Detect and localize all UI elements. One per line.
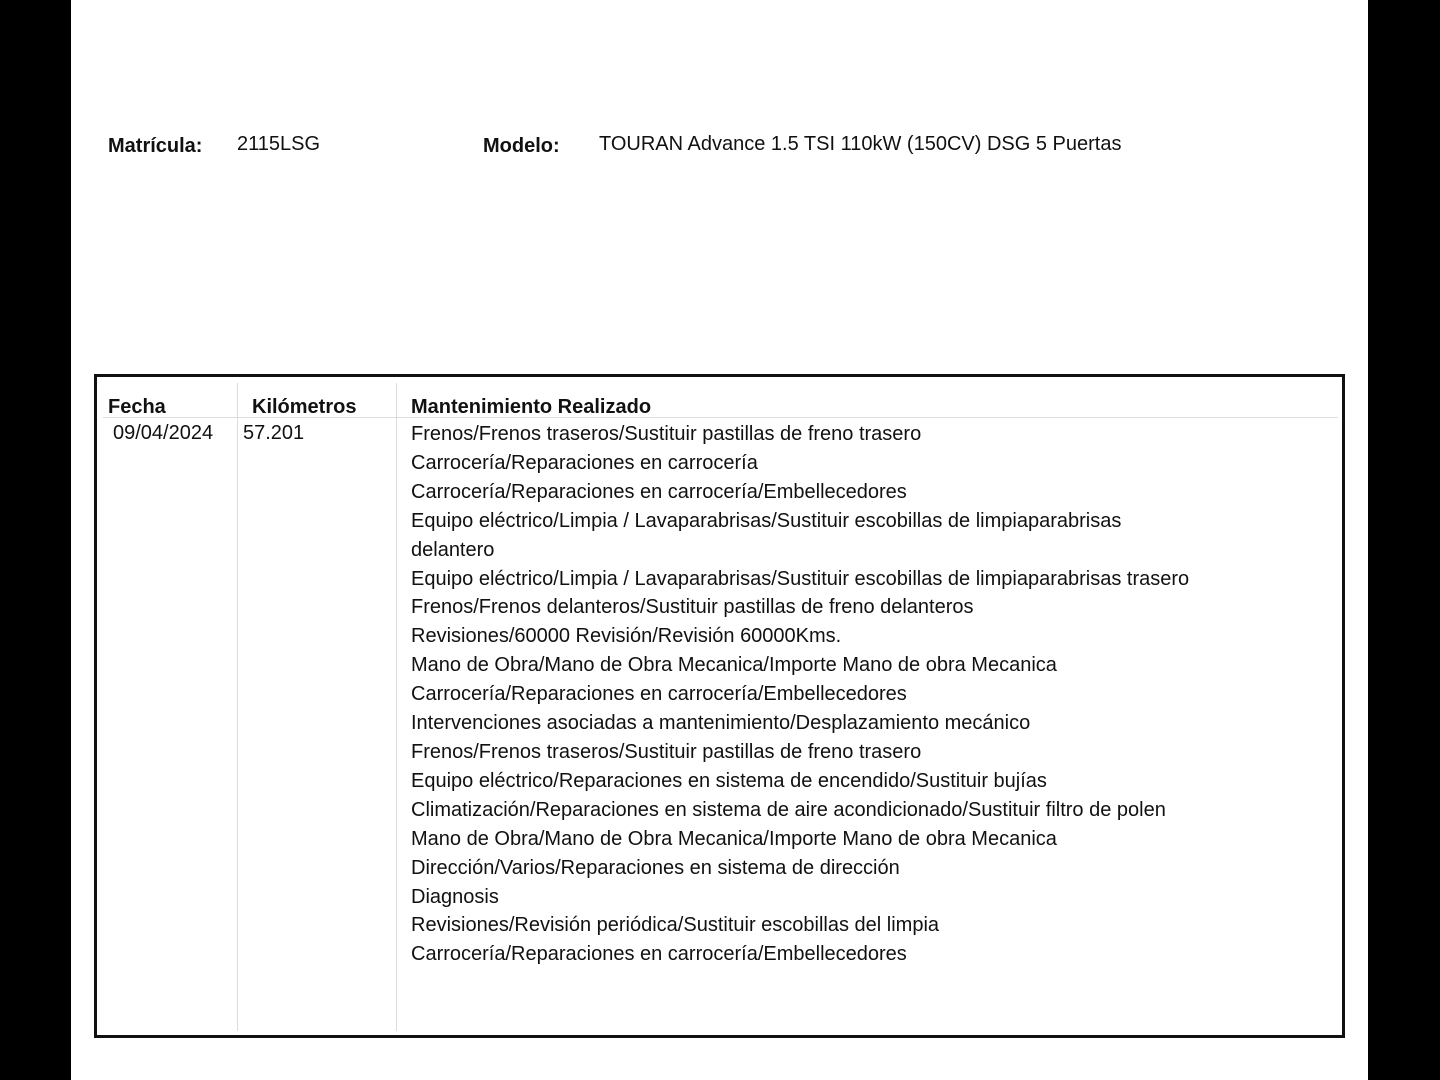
maintenance-item: Climatización/Reparaciones en sistema de aire acondicionado/Sustituir filtro de polen — [411, 798, 1166, 821]
maintenance-item: Frenos/Frenos delanteros/Sustituir pastillas de freno delanteros — [411, 596, 974, 619]
maintenance-item: Revisiones/Revisión periódica/Sustituir escobillas del limpia — [411, 914, 940, 937]
maintenance-item: Revisiones/60000 Revisión/Revisión 60000Kms. — [411, 625, 842, 648]
maintenance-item: Carrocería/Reparaciones en carrocería/Embellecedores — [411, 943, 907, 966]
maintenance-list — [411, 420, 1201, 969]
maintenance-item: Carrocería/Reparaciones en carrocería/Embellecedores — [411, 683, 907, 706]
maintenance-item: Intervenciones asociadas a mantenimiento/Desplazamiento mecánico — [411, 712, 1031, 735]
column-divider — [396, 383, 397, 1031]
maintenance-item: Equipo eléctrico/Limpia / Lavaparabrisas/Sustituir escobillas de limpiaparabrisas delantero — [411, 509, 1122, 561]
maintenance-item: Mano de Obra/Mano de Obra Mecanica/Importe Mano de obra Mecanica — [411, 827, 1057, 850]
matricula-label: Matrícula: — [108, 135, 203, 157]
header-mantenimiento: Mantenimiento Realizado — [411, 396, 652, 418]
document-page — [71, 0, 1368, 1080]
maintenance-item: Carrocería/Reparaciones en carrocería — [411, 451, 758, 474]
maintenance-item: Carrocería/Reparaciones en carrocería/Embellecedores — [411, 480, 907, 503]
row-kilometros: 57.201 — [243, 422, 305, 444]
maintenance-item: Frenos/Frenos traseros/Sustituir pastillas de freno trasero — [411, 740, 922, 763]
maintenance-item: Mano de Obra/Mano de Obra Mecanica/Importe Mano de obra Mecanica — [411, 654, 1057, 677]
row-fecha: 09/04/2024 — [113, 422, 214, 444]
modelo-label: Modelo: — [483, 135, 560, 157]
maintenance-item: Equipo eléctrico/Reparaciones en sistema de encendido/Sustituir bujías — [411, 769, 1047, 792]
header-kilometros: Kilómetros — [252, 396, 357, 418]
maintenance-item: Equipo eléctrico/Limpia / Lavaparabrisas/Sustituir escobillas de limpiaparabrisas trasero — [411, 567, 1190, 590]
maintenance-item: Frenos/Frenos traseros/Sustituir pastillas de freno trasero — [411, 423, 922, 445]
matricula-value: 2115LSG — [237, 133, 321, 155]
column-divider — [237, 383, 238, 1031]
maintenance-item: Dirección/Varios/Reparaciones en sistema de dirección — [411, 856, 900, 879]
modelo-value: TOURAN Advance 1.5 TSI 110kW (150CV) DSG 5 Puertas — [599, 133, 1122, 155]
maintenance-table — [94, 374, 1345, 1038]
header-fecha: Fecha — [108, 396, 166, 418]
maintenance-item: Diagnosis — [411, 885, 499, 908]
